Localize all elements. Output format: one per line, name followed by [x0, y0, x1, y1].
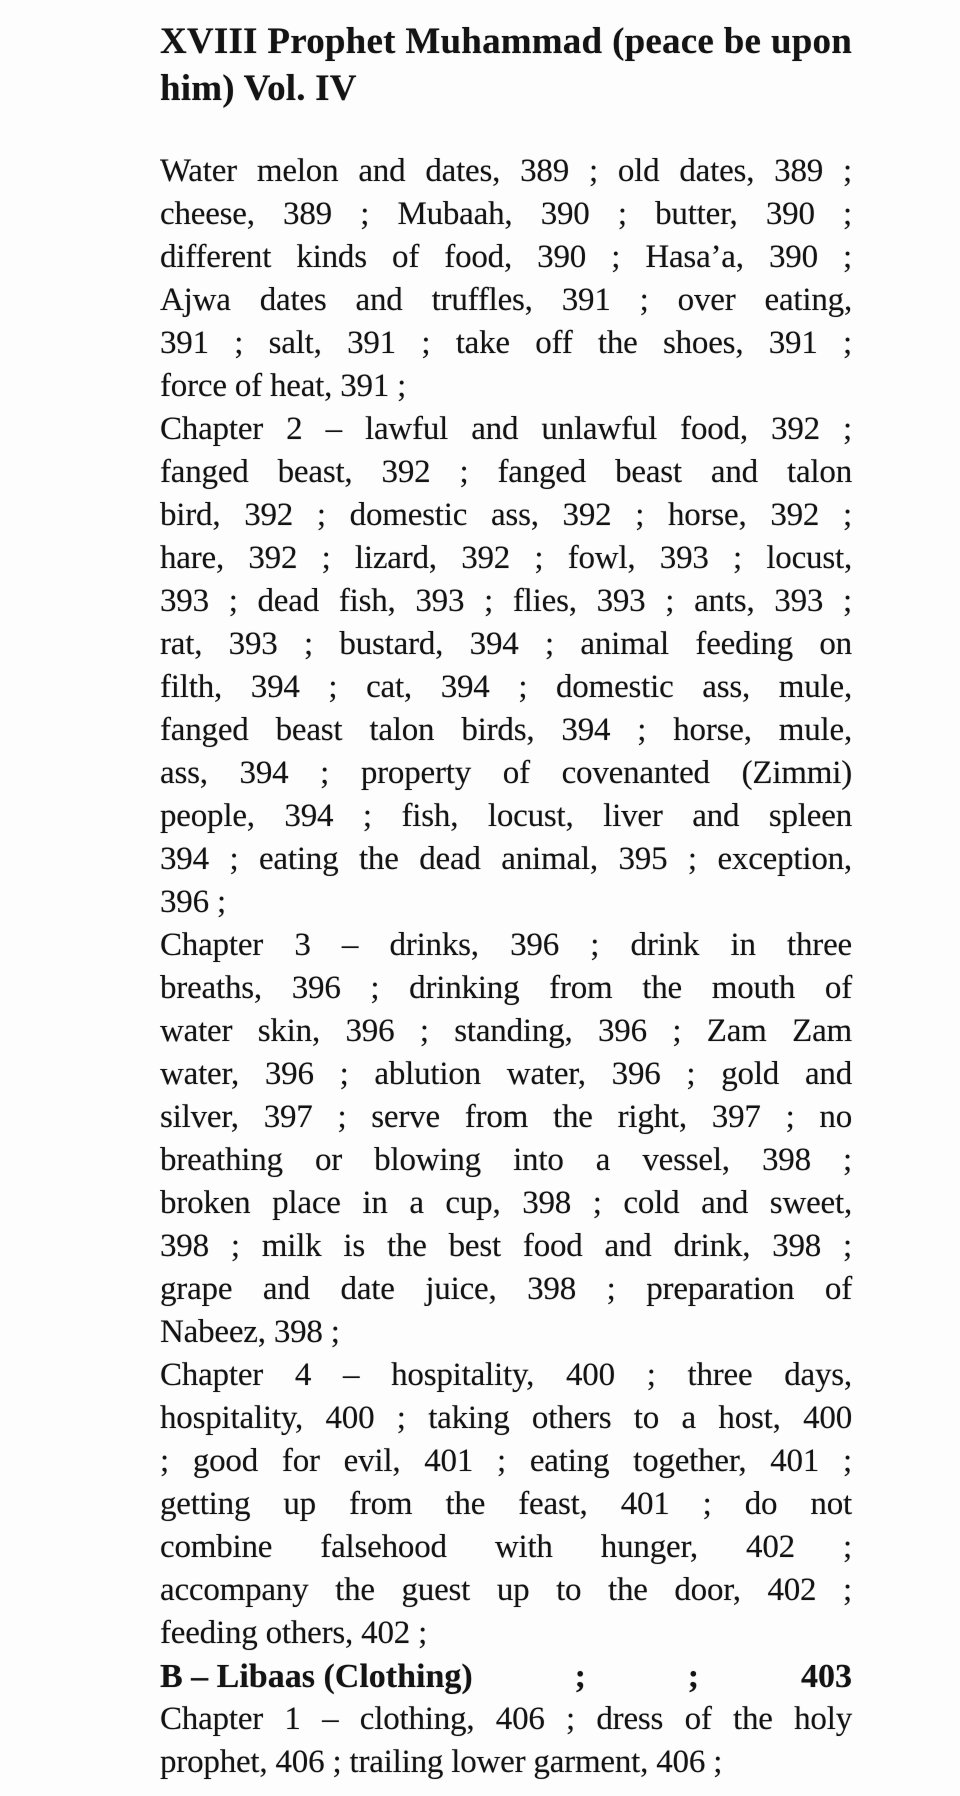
- text-line: Chapter 3 – drinks, 396 ; drink in three: [160, 927, 852, 963]
- page-header: [160, 18, 852, 112]
- text-line: fanged beast talon birds, 394 ; horse, mule,: [160, 712, 852, 748]
- text-line: 391 ; salt, 391 ; take off the shoes, 391 ;: [160, 325, 852, 361]
- text-line: Ajwa dates and truffles, 391 ; over eating,: [160, 282, 852, 318]
- text-line: 394 ; eating the dead animal, 395 ; exception,: [160, 841, 852, 877]
- text-line: Nabeez, 398 ;: [160, 1314, 340, 1350]
- text-line: Water melon and dates, 389 ; old dates, 389 ;: [160, 153, 852, 189]
- text-line: cheese, 389 ; Mubaah, 390 ; butter, 390 ;: [160, 196, 852, 232]
- text-line: 393 ; dead fish, 393 ; flies, 393 ; ants, 393 ;: [160, 583, 852, 619]
- section-separator-2: ;: [687, 1658, 700, 1695]
- text-line: combine falsehood with hunger, 402 ;: [160, 1529, 852, 1565]
- text-line: grape and date juice, 398 ; preparation of: [160, 1271, 852, 1307]
- text-line: force of heat, 391 ;: [160, 368, 407, 404]
- text-line: accompany the guest up to the door, 402 ;: [160, 1572, 852, 1608]
- text-line: different kinds of food, 390 ; Hasa’a, 390 ;: [160, 239, 852, 275]
- page-text-block: [160, 18, 852, 1784]
- text-line: hospitality, 400 ; taking others to a host, 400: [160, 1400, 852, 1436]
- text-line: fanged beast, 392 ; fanged beast and talon: [160, 454, 852, 490]
- text-line: feeding others, 402 ;: [160, 1615, 428, 1651]
- text-line: ass, 394 ; property of covenanted (Zimmi): [160, 755, 852, 791]
- section-title: B – Libaas (Clothing): [160, 1658, 473, 1695]
- section-separator-1: ;: [574, 1658, 586, 1695]
- chapter-2-lawful-unlawful-food: [160, 408, 852, 924]
- text-line: 396 ;: [160, 884, 226, 920]
- closing-paragraph: [160, 1698, 852, 1784]
- text-line: Chapter 4 – hospitality, 400 ; three days,: [160, 1357, 852, 1393]
- text-line: 398 ; milk is the best food and drink, 398 ;: [160, 1228, 852, 1264]
- text-line: water, 396 ; ablution water, 396 ; gold and: [160, 1056, 852, 1092]
- text-line: hare, 392 ; lizard, 392 ; fowl, 393 ; locust,: [160, 540, 852, 576]
- text-line: people, 394 ; fish, locust, liver and spleen: [160, 798, 852, 834]
- section-page-number: 403: [800, 1658, 852, 1695]
- index-paragraphs: [160, 150, 852, 1655]
- text-line: prophet, 406 ; trailing lower garment, 406 ;: [160, 1744, 723, 1780]
- text-line: rat, 393 ; bustard, 394 ; animal feeding on: [160, 626, 852, 662]
- text-line: bird, 392 ; domestic ass, 392 ; horse, 392 ;: [160, 497, 852, 533]
- text-line: getting up from the feast, 401 ; do not: [160, 1486, 852, 1522]
- text-line: filth, 394 ; cat, 394 ; domestic ass, mule,: [160, 669, 852, 705]
- text-line: broken place in a cup, 398 ; cold and sweet,: [160, 1185, 852, 1221]
- header-gap: [160, 112, 852, 150]
- header-line-2: him) Vol. IV: [160, 68, 357, 109]
- chapter-1-clothing: [160, 1698, 852, 1784]
- section-heading-libaas: [160, 1655, 852, 1698]
- text-line: breaths, 396 ; drinking from the mouth of: [160, 970, 852, 1006]
- header-line-1: XVIII Prophet Muhammad (peace be upon: [160, 21, 852, 62]
- text-line: silver, 397 ; serve from the right, 397 ; no: [160, 1099, 852, 1135]
- chapter-3-drinks: [160, 924, 852, 1354]
- text-line: Chapter 2 – lawful and unlawful food, 392 ;: [160, 411, 852, 447]
- text-line: Chapter 1 – clothing, 406 ; dress of the holy: [160, 1701, 852, 1737]
- food-entries-continued: [160, 150, 852, 408]
- text-line: water skin, 396 ; standing, 396 ; Zam Zam: [160, 1013, 852, 1049]
- text-line: ; good for evil, 401 ; eating together, 401 ;: [160, 1443, 852, 1479]
- text-line: breathing or blowing into a vessel, 398 ;: [160, 1142, 852, 1178]
- chapter-4-hospitality: [160, 1354, 852, 1655]
